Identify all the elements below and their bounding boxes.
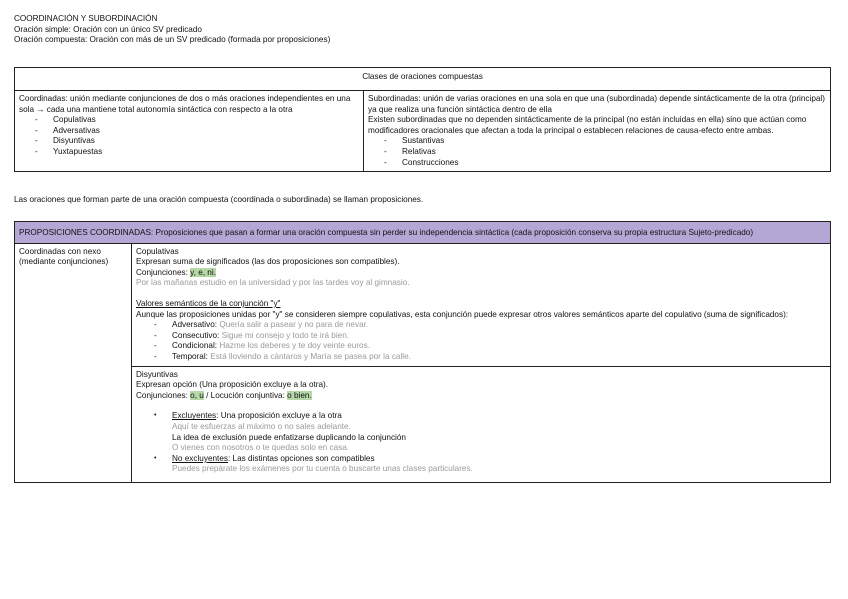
proposiciones-note: Las oraciones que forman parte de una oración compuesta (coordinada o subordinada) se llaman proposiciones. bbox=[14, 195, 424, 204]
conj-label: Conjunciones: bbox=[136, 267, 188, 277]
copulativas-desc: Expresan suma de significados (las dos proposiciones son compatibles). bbox=[136, 257, 400, 267]
conj-value: y, e, ni. bbox=[190, 267, 216, 277]
definition-simple: Oración simple: Oración con un único SV predicado bbox=[14, 24, 202, 34]
coordinadas-cell bbox=[15, 91, 364, 172]
document-title: COORDINACIÓN Y SUBORDINACIÓN bbox=[14, 14, 158, 23]
list-item: - Condicional: Hazme los deberes y te doy veinte euros. bbox=[154, 341, 826, 352]
disyuntivas-conjunciones: Conjunciones: o, u / Locución conjuntiva: o bien. bbox=[136, 390, 312, 400]
subordinadas-text-2: Existen subordinadas que no dependen sintácticamente de la principal (no están incluidas en ella) sino que actúan como modificadores oracionales que afectan a toda la principal o establecen relaciones de causa-efecto entre ambas. bbox=[368, 115, 807, 135]
definition-compound: Oración compuesta: Oración con más de un SV predicado (formada por proposiciones) bbox=[14, 35, 331, 45]
conj-value: o, u bbox=[190, 390, 204, 400]
list-item: - Disyuntivas bbox=[35, 136, 359, 147]
list-item: - Adversativo: Quería salir a pasear y no para de nevar. bbox=[154, 320, 826, 331]
copulativas-conjunciones bbox=[136, 268, 826, 279]
document-header bbox=[14, 14, 330, 46]
valores-title: Valores semánticos de la conjunción "y" bbox=[136, 298, 281, 308]
subordinadas-cell bbox=[364, 91, 831, 172]
list-item: - Copulativas bbox=[35, 115, 359, 126]
copulativas-title: Copulativas bbox=[136, 246, 179, 256]
header-text: Proposiciones que pasan a formar una oración compuesta sin perder su independencia sintáctica (cada proposición conserva su propia estructura Sujeto-predicado) bbox=[155, 228, 754, 237]
list-item: - Consecutivo: Sigue mi consejo y todo te irá bien. bbox=[154, 331, 826, 342]
disyuntivas-cell bbox=[132, 366, 831, 482]
list-item: - Adversativas bbox=[35, 126, 359, 137]
valores-desc: Aunque las proposiciones unidas por "y" se consideren siempre copulativas, esta conjunción puede expresar otros valores semánticos aparte del copulativo (suma de significados): bbox=[136, 309, 789, 319]
list-item: - Temporal: Está lloviendo a cántaros y María se pasea por la calle. bbox=[154, 352, 826, 363]
disyuntivas-title: Disyuntivas bbox=[136, 369, 178, 379]
subordinadas-text: Subordinadas: unión de varias oraciones en una sola en que una (subordinada) depende sintácticamente de la otra (principal) ya que realiza una función sintáctica dentro de ella bbox=[368, 94, 825, 114]
list-item: - Sustantivas bbox=[384, 136, 826, 147]
clases-table-title: Clases de oraciones compuestas bbox=[15, 68, 831, 91]
coordinadas-table bbox=[14, 221, 831, 483]
list-item: - Construcciones bbox=[384, 158, 826, 169]
disyuntivas-list bbox=[136, 411, 826, 475]
coordinadas-text: Coordinadas: unión mediante conjunciones de dos o más oraciones independientes en una sola → cada una mantiene total autonomía sintáctica con respecto a la otra bbox=[19, 94, 351, 114]
list-item: - Relativas bbox=[384, 147, 826, 158]
header-label: PROPOSICIONES COORDINADAS: bbox=[19, 228, 154, 237]
subordinadas-list bbox=[368, 136, 826, 168]
coordinadas-table-header bbox=[15, 222, 831, 244]
clases-table bbox=[14, 67, 831, 172]
copulativas-example: Por las mañanas estudio en la universidad y por las tardes voy al gimnasio. bbox=[136, 278, 410, 288]
coordinadas-list bbox=[19, 115, 359, 157]
valores-list bbox=[136, 320, 826, 362]
list-item: - Yuxtapuestas bbox=[35, 147, 359, 158]
copulativas-cell bbox=[132, 243, 831, 366]
row-label: Coordinadas con nexo (mediante conjunciones) bbox=[15, 243, 132, 482]
loc-value: o bien. bbox=[287, 390, 312, 400]
disyuntivas-desc: Expresan opción (Una proposición excluye a la otra). bbox=[136, 380, 329, 390]
list-item: • Excluyentes: Una proposición excluye a la otra Aquí te esfuerzas al máximo o no sales adelante. La idea de exclusión puede enfatizarse duplicando la conjunción O vienes con nosotros o te quedas solo en casa. bbox=[154, 411, 826, 453]
list-item: • No excluyentes: Las distintas opciones son compatibles Puedes prepárate los exámenes por tu cuenta o buscarte unas clases particulares. bbox=[154, 454, 826, 475]
